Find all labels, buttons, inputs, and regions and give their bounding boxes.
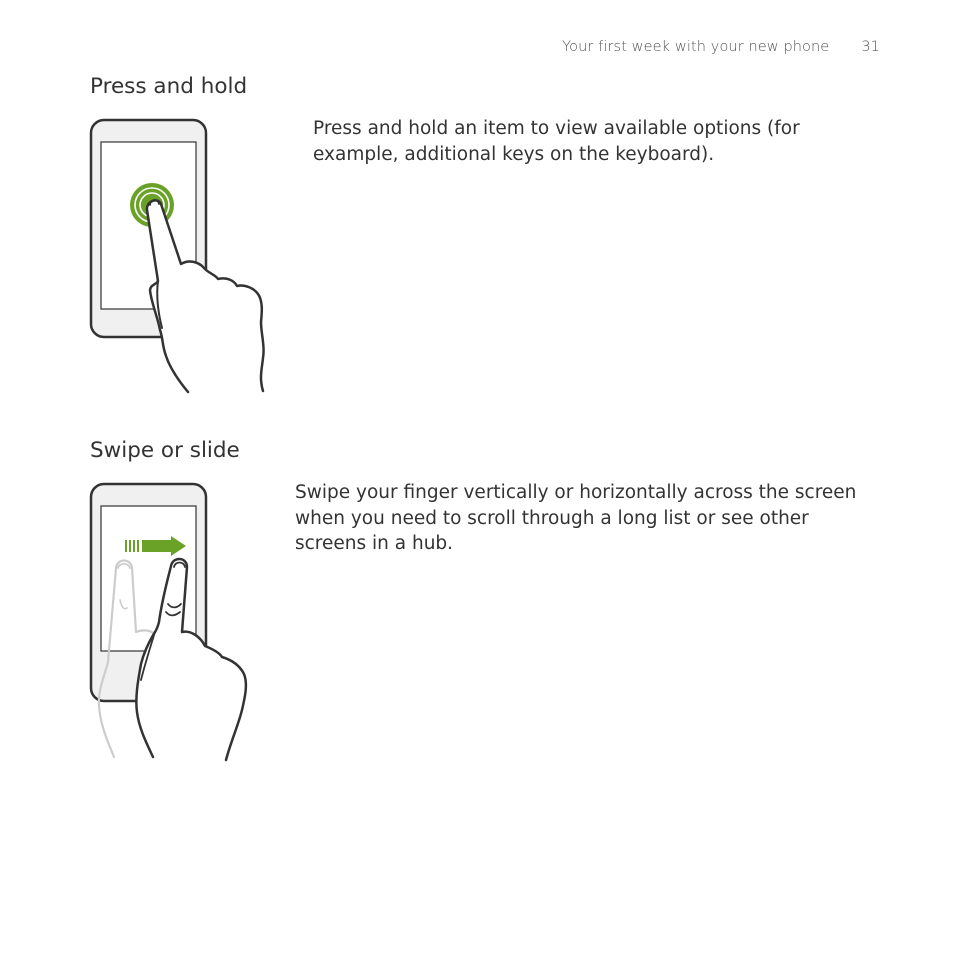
running-header xyxy=(562,39,880,55)
chapter-title: Your first week with your new phone xyxy=(562,39,830,55)
section-title-press-and-hold: Press and hold xyxy=(90,74,248,99)
section-title-swipe-or-slide: Swipe or slide xyxy=(90,438,240,463)
section-body-swipe-or-slide: Swipe your finger vertically or horizontally across the screen when you need to scroll through a long list or see other screens in a hub. xyxy=(295,482,857,554)
page-number: 31 xyxy=(861,39,880,55)
swipe-gesture-icon xyxy=(88,480,258,765)
section-body-press-and-hold: Press and hold an item to view available options (for example, additional keys on the keyboard). xyxy=(313,118,800,165)
press-and-hold-gesture-icon xyxy=(88,116,270,396)
